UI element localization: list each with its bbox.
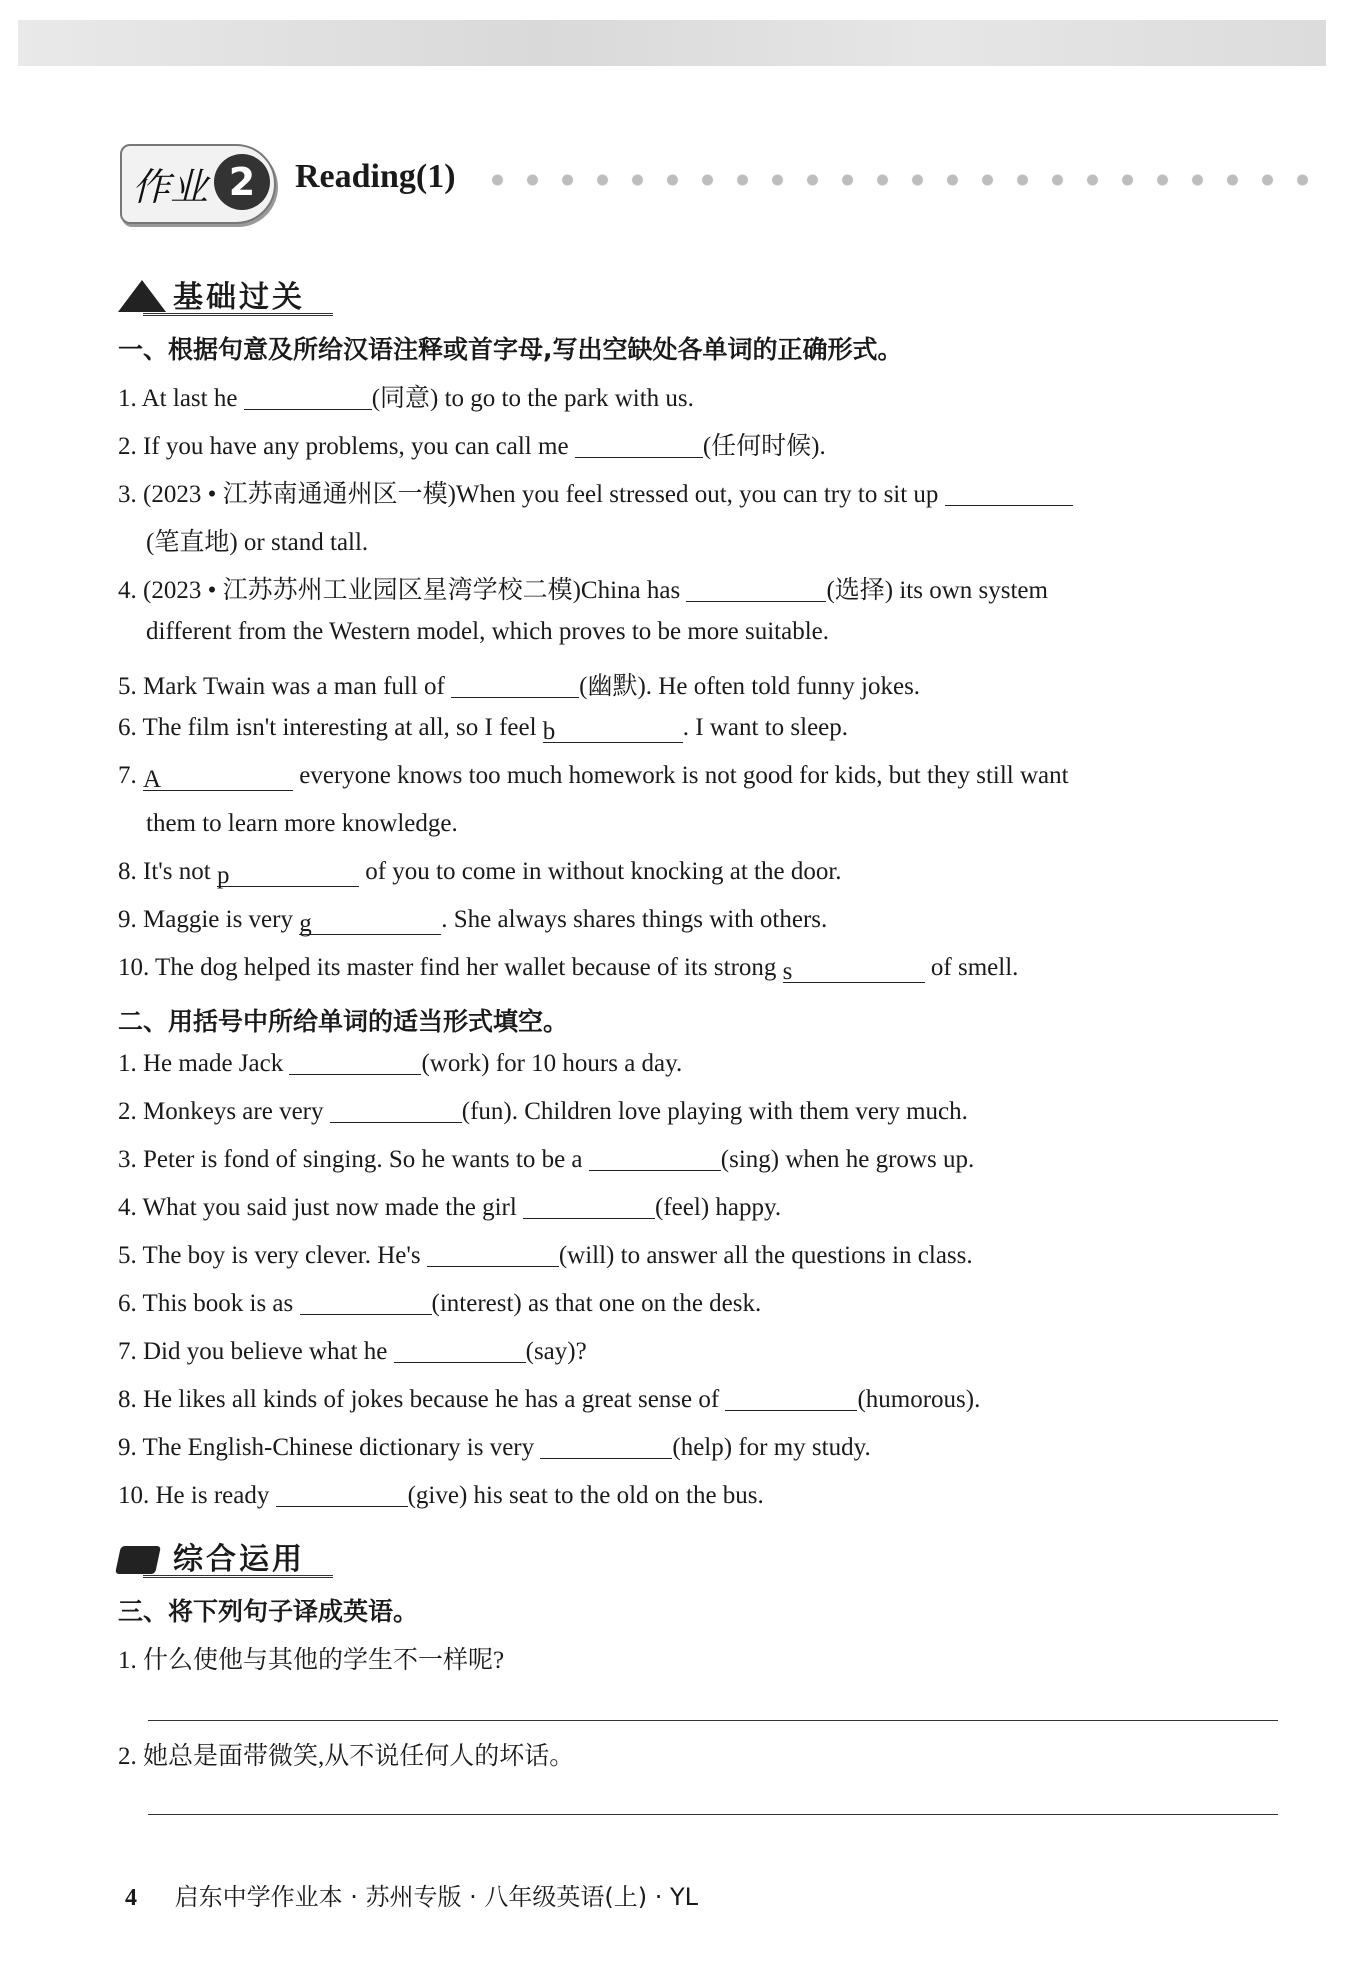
book-icon [115, 1546, 161, 1574]
answer-blank[interactable] [276, 1482, 408, 1507]
question-row [118, 858, 842, 887]
question-row [118, 1482, 764, 1510]
question-row [118, 666, 920, 702]
initial-letter: A [143, 766, 162, 793]
question-continuation: different from the Western model, which proves to be more suitable. [146, 618, 829, 645]
lesson-title: Reading(1) [295, 158, 456, 195]
badge-label: 作业 [132, 165, 209, 209]
question-row [118, 1290, 761, 1318]
question-hint: (任何时候). [702, 433, 826, 460]
book-title: 启东中学作业本 · 苏州专版 · 八年级英语(上) · YL [174, 1883, 699, 1911]
initial-letter: p [216, 862, 230, 889]
answer-blank[interactable] [686, 577, 826, 602]
question-text: 3. Peter is fond of singing. So he wants to be a [118, 1146, 589, 1173]
answer-writing-line[interactable] [148, 1720, 1278, 1721]
question-hint: (fun). Children love playing with them very much. [461, 1098, 968, 1125]
question-text: 7. [118, 762, 143, 789]
part2-heading: 二、用括号中所给单词的适当形式填空。 [118, 1007, 569, 1036]
answer-blank[interactable] [299, 910, 441, 935]
answer-blank[interactable] [330, 1098, 462, 1123]
section-header-basic [118, 268, 338, 316]
question-row [118, 474, 1073, 510]
page-number: 4 [125, 1885, 137, 1911]
answer-blank[interactable] [523, 1194, 655, 1219]
question-text: 10. He is ready [118, 1482, 276, 1509]
question-text: 7. Did you believe what he [118, 1338, 394, 1365]
question-row [118, 1242, 973, 1270]
answer-blank[interactable] [394, 1338, 526, 1363]
question-text: 2. If you have any problems, you can call me [118, 433, 575, 460]
question-text: 8. He likes all kinds of jokes because he has a great sense of [118, 1386, 726, 1413]
question-hint: . She always shares things with others. [441, 906, 828, 933]
question-hint: (幽默). He often told funny jokes. [579, 673, 921, 700]
initial-letter: s [782, 958, 793, 985]
initial-letter: g [299, 910, 312, 937]
section-header-applied [118, 1530, 338, 1578]
question-row [118, 1050, 682, 1078]
question-hint: (interest) as that one on the desk. [431, 1290, 762, 1317]
question-text: 2. Monkeys are very [118, 1098, 330, 1125]
question-continuation: them to learn more knowledge. [146, 810, 458, 837]
question-text: 4. What you said just now made the girl [118, 1194, 524, 1221]
answer-blank[interactable] [540, 1434, 672, 1459]
question-row [118, 954, 1018, 983]
section-underline [143, 313, 333, 316]
question-hint: (will) to answer all the questions in class. [558, 1242, 973, 1269]
section-title: 基础过关 [173, 280, 305, 315]
section-underline [143, 1575, 333, 1578]
question-text: 9. The English-Chinese dictionary is very [118, 1434, 541, 1461]
question-text: 8. It's not [118, 858, 217, 885]
question-hint: of you to come in without knocking at the door. [358, 858, 842, 885]
question-hint: (同意) to go to the park with us. [371, 385, 694, 412]
question-row [118, 1338, 587, 1366]
answer-blank[interactable] [244, 385, 372, 410]
question-text: 4. (2023 • 江苏苏州工业园区星湾学校二模)China has [118, 577, 687, 604]
question-hint: (give) his seat to the old on the bus. [407, 1482, 764, 1509]
answer-blank[interactable] [725, 1386, 857, 1411]
translation-question: 1. 什么使他与其他的学生不一样呢? [118, 1647, 505, 1674]
question-row [118, 378, 694, 414]
question-text: 5. The boy is very clever. He's [118, 1242, 427, 1269]
question-hint: (feel) happy. [655, 1194, 782, 1221]
question-text: 6. This book is as [118, 1290, 300, 1317]
question-row [118, 1146, 974, 1174]
page-footer [125, 1877, 698, 1912]
page-header [120, 140, 1330, 230]
question-hint: (sing) when he grows up. [720, 1146, 975, 1173]
top-decoration-band [18, 20, 1326, 66]
question-text: 5. Mark Twain was a man full of [118, 673, 452, 700]
part1-heading: 一、根据句意及所给汉语注释或首字母,写出空缺处各单词的正确形式。 [118, 335, 903, 364]
triangle-icon [118, 280, 166, 312]
answer-blank[interactable] [945, 481, 1073, 506]
translation-question: 2. 她总是面带微笑,从不说任何人的坏话。 [118, 1743, 575, 1770]
question-text: 9. Maggie is very [118, 906, 300, 933]
answer-blank[interactable] [543, 718, 683, 743]
question-row [118, 1098, 968, 1126]
answer-blank[interactable] [143, 766, 293, 791]
initial-letter: b [542, 718, 556, 745]
answer-blank[interactable] [575, 433, 703, 458]
question-hint: of smell. [924, 954, 1019, 981]
question-hint: (say)? [525, 1338, 587, 1365]
question-text: 1. He made Jack [118, 1050, 290, 1077]
question-row [118, 570, 1048, 606]
question-row [118, 1434, 871, 1462]
badge-number: 2 [214, 154, 270, 210]
question-hint: everyone knows too much homework is not good for kids, but they still want [293, 762, 1069, 789]
answer-writing-line[interactable] [148, 1814, 1278, 1815]
question-hint: (humorous). [857, 1386, 981, 1413]
question-text: 10. The dog helped its master find her wallet because of its strong [118, 954, 783, 981]
homework-badge [120, 144, 276, 224]
section-title: 综合运用 [173, 1542, 305, 1577]
question-row [118, 906, 827, 935]
question-hint: . I want to sleep. [682, 714, 849, 741]
question-continuation: (笔直地) or stand tall. [146, 529, 369, 556]
question-row [118, 762, 1069, 791]
answer-blank[interactable] [451, 673, 579, 698]
dotted-divider [480, 174, 1330, 186]
question-text: 6. The film isn't interesting at all, so I feel [118, 714, 543, 741]
question-row [118, 1386, 980, 1414]
answer-blank[interactable] [300, 1290, 432, 1315]
part3-heading: 三、将下列句子译成英语。 [118, 1597, 419, 1626]
question-hint: (选择) its own system [826, 577, 1048, 604]
answer-blank[interactable] [217, 862, 359, 887]
question-row [118, 714, 848, 743]
question-hint: (work) for 10 hours a day. [421, 1050, 683, 1077]
question-row [118, 1194, 781, 1222]
answer-blank[interactable] [289, 1050, 421, 1075]
answer-blank[interactable] [427, 1242, 559, 1267]
question-row [118, 426, 826, 462]
answer-blank[interactable] [589, 1146, 721, 1171]
question-text: 3. (2023 • 江苏南通通州区一模)When you feel stressed out, you can try to sit up [118, 481, 945, 508]
question-hint: (help) for my study. [672, 1434, 871, 1461]
answer-blank[interactable] [783, 958, 925, 983]
question-text: 1. At last he [118, 385, 244, 412]
